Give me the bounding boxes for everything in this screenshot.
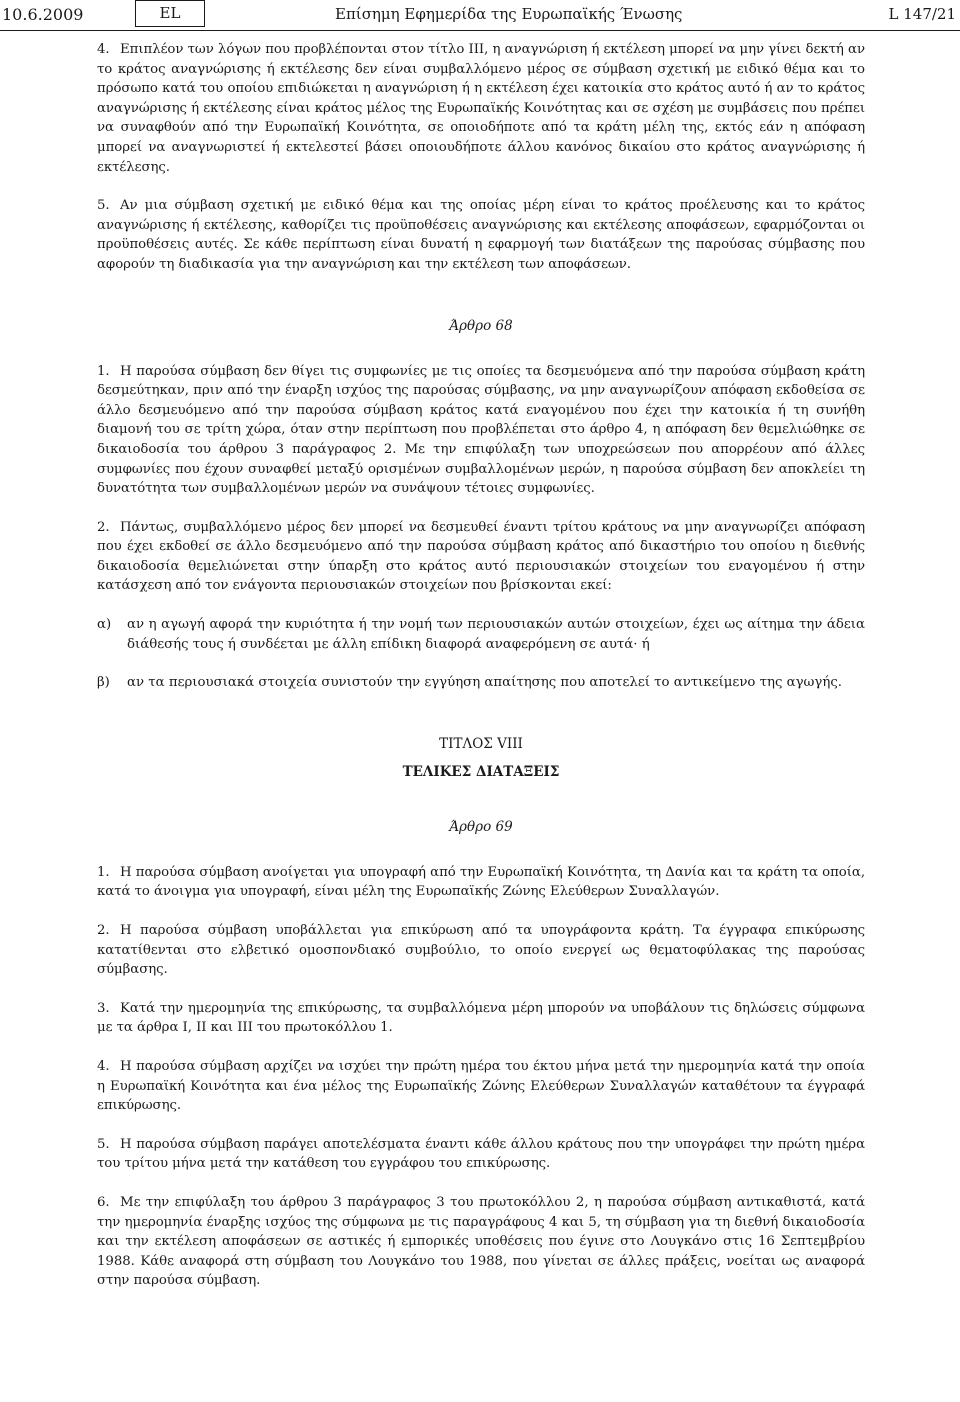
title-viii-label: ΤΙΤΛΟΣ VIII xyxy=(439,735,523,752)
paragraph-number: 2. xyxy=(97,923,110,939)
journal-title: Επίσημη Εφημερίδα της Ευρωπαϊκής Ένωσης xyxy=(335,5,683,23)
article-69-paragraph-4 xyxy=(97,1057,865,1116)
list-item-b xyxy=(97,673,865,693)
page-header xyxy=(0,0,960,31)
paragraph-5 xyxy=(97,196,865,274)
header-date: 10.6.2009 xyxy=(2,5,84,24)
list-item-label: α) xyxy=(97,617,112,633)
paragraph-text: Πάντως, συμβαλλόμενο μέρος δεν μπορεί να δεσμευθεί έναντι τρίτου κράτους να μην αναγνωρίζει απόφαση που έχει εκδοθεί σε άλλο δεσμευόμενο από την παρούσα σύμβαση κράτος από δικαστήριο του οποίου η διεθνής δικαιοδοσία θεμελιώνεται στην ύπαρξη στο κράτος αυτό περιουσιακών στοιχείων του εναγομένου ή στην κατάσχεση από τον ενάγοντα περιουσιακών στοιχείων που βρίσκονται εκεί: xyxy=(97,519,865,594)
paragraph-number: 6. xyxy=(97,1194,110,1210)
page-reference: L 147/21 xyxy=(888,5,956,23)
paragraph-number: 5. xyxy=(97,198,110,214)
paragraph-text: Η παρούσα σύμβαση ανοίγεται για υπογραφή από την Ευρωπαϊκή Κοινότητα, τη Δανία και τα κράτη τα οποία, κατά το άνοιγμα για υπογραφή, είναι μέλη της Ευρωπαϊκής Ζώνης Ελεύθερων Συναλλαγών. xyxy=(97,864,865,900)
document-body xyxy=(97,40,865,1310)
paragraph-text: Η παρούσα σύμβαση παράγει αποτελέσματα έναντι κάθε άλλου κράτους που την υπογράφει την πρώτη ημέρα του τρίτου μήνα μετά την κατάθεση του εγγράφου του επικύρωσης. xyxy=(97,1136,865,1172)
paragraph-4 xyxy=(97,40,865,177)
article-69-paragraph-2 xyxy=(97,921,865,980)
paragraph-text: Με την επιφύλαξη του άρθρου 3 παράγραφος 3 του πρωτοκόλλου 2, η παρούσα σύμβαση αντικαθιστά, κατά την ημερομηνία έναρξης ισχύος της σύμφωνα με τις παραγράφους 4 και 5, τη σύμβαση για τη διεθνή δικαιοδοσία και την εκτέλεση αποφάσεων σε αστικές ή εμπορικές υποθέσεις που έγινε στο Λουγκάνο στις 16 Σεπτεμβρίου 1988. Κάθε αναφορά στη σύμβαση του Λουγκάνο του 1988, που γίνεται σε άλλες πράξεις, νοείται ως αναφορά στην παρούσα σύμβαση. xyxy=(97,1194,865,1289)
paragraph-text: Η παρούσα σύμβαση υποβάλλεται για επικύρωση από τα υπογράφοντα κράτη. Τα έγγραφα επικύρωσης κατατίθενται στο ελβετικό ομοσπονδιακό συμβούλιο, το οποίο ενεργεί ως θεματοφύλακας της παρούσας σύμβασης. xyxy=(97,923,865,978)
title-viii-name: ΤΕΛΙΚΕΣ ΔΙΑΤΑΞΕΙΣ xyxy=(402,763,560,780)
article-69-paragraph-3 xyxy=(97,999,865,1038)
paragraph-number: 3. xyxy=(97,1000,110,1016)
article-69-title: Άρθρο 69 xyxy=(449,818,513,835)
paragraph-text: Αν μια σύμβαση σχετική με ειδικό θέμα και της οποίας μέρη είναι το κράτος προέλευσης και το κράτος αναγνώρισης ή εκτέλεσης, καθορίζει τις προϋποθέσεις αναγνώρισης και εκτέλεσης αποφάσεων, εφαρμόζονται οι προϋποθέσεις αυτές. Σε κάθε περίπτωση είναι δυνατή η εφαρμογή των διατάξεων της παρούσας σύμβασης που αφορούν τη διαδικασία για την αναγνώριση και την εκτέλεση των αποφάσεων. xyxy=(97,198,865,272)
paragraph-text: Η παρούσα σύμβαση αρχίζει να ισχύει την πρώτη ημέρα του έκτου μήνα μετά την ημερομηνία κατά την οποία η Ευρωπαϊκή Κοινότητα και ένα μέλος της Ευρωπαϊκής Ζώνης Ελεύθερων Συναλλαγών καταθέτουν τα έγγραφά επικύρωσης. xyxy=(97,1059,865,1114)
list-item-label: β) xyxy=(97,675,110,691)
paragraph-number: 4. xyxy=(97,42,110,57)
list-item-text: αν τα περιουσιακά στοιχεία συνιστούν την εγγύηση απαίτησης που αποτελεί το αντικείμενο της αγωγής. xyxy=(127,675,842,691)
article-68-paragraph-2 xyxy=(97,518,865,596)
article-68-paragraph-1 xyxy=(97,362,865,499)
paragraph-number: 2. xyxy=(97,519,110,535)
paragraph-text: Κατά την ημερομηνία της επικύρωσης, τα συμβαλλόμενα μέρη μπορούν να υποβάλουν τις δηλώσεις σύμφωνα με τα άρθρα I, II και III του πρωτοκόλλου 1. xyxy=(97,1000,865,1036)
article-69-paragraph-5 xyxy=(97,1135,865,1174)
paragraph-number: 1. xyxy=(97,363,110,379)
language-code-box: EL xyxy=(135,0,205,27)
paragraph-number: 4. xyxy=(97,1059,110,1074)
paragraph-text: Η παρούσα σύμβαση δεν θίγει τις συμφωνίες με τις οποίες τα δεσμευόμενα από την παρούσα σύμβαση κράτη δεσμεύτηκαν, πριν από την έναρξη ισχύος της παρούσας σύμβασης, να μην αναγνωρίζουν απόφαση εκδοθείσα σε άλλο δεσμευόμενο από την παρούσα σύμβαση κράτος κατά εναγομένου που έχει την κατοικία ή τη συνήθη διαμονή του σε τρίτη χώρα, όταν στην περίπτωση που προβλέπεται στο άρθρο 4, η απόφαση δεν θεμελιώθηκε σε δικαιοδοσία του άρθρου 3 παράγραφος 2. Με την επιφύλαξη των υποχρεώσεων που απορρέουν από άλλες συμφωνίες που έχουν συναφθεί μεταξύ ορισμένων συμβαλλομένων μερών, η παρούσα σύμβαση δεν αποκλείει τη δυνατότητα των συμβαλλομένων μερών να συνάψουν τέτοιες συμφωνίες. xyxy=(97,363,865,497)
article-69-paragraph-1 xyxy=(97,863,865,902)
paragraph-number: 1. xyxy=(97,864,110,880)
paragraph-number: 5. xyxy=(97,1136,110,1152)
list-item-a xyxy=(97,615,865,654)
article-68-title: Άρθρο 68 xyxy=(449,317,513,334)
article-69-paragraph-6 xyxy=(97,1193,865,1291)
paragraph-text: Επιπλέον των λόγων που προβλέπονται στον τίτλο III, η αναγνώριση ή εκτέλεση μπορεί να μην γίνει δεκτή αν το κράτος αναγνώρισης ή εκτέλεσης δεν είναι συμβαλλόμενο μέρος σε σύμβαση σχετική με ειδικό θέμα και το πρόσωπο κατά του οποίου επιδιώκεται η αναγνώριση ή η εκτέλεση έχει κατοικία στο κράτος αυτό ή αν το κράτος αναγνώρισης ή εκτέλεσης είναι κράτος μέλος της Ευρωπαϊκής Κοινότητας και σε σχέση με συμβάσεις που πρέπει να συναφθούν από την Ευρωπαϊκή Κοινότητα, σε οποιοδήποτε από τα κράτη μέλη της, εκτός εάν η απόφαση μπορεί να αναγνωριστεί ή εκτελεστεί βάσει οποιουδήποτε άλλου κανόνος δικαίου στο κράτος αναγνώρισης ή εκτέλεσης. xyxy=(97,42,865,175)
list-item-text: αν η αγωγή αφορά την κυριότητα ή την νομή των περιουσιακών αυτών στοιχείων, έχει ως αίτημα την άδεια διάθεσής τους ή συνδέεται με άλλη επίδικη διαφορά αναφερόμενη σε αυτά· ή xyxy=(127,617,865,652)
